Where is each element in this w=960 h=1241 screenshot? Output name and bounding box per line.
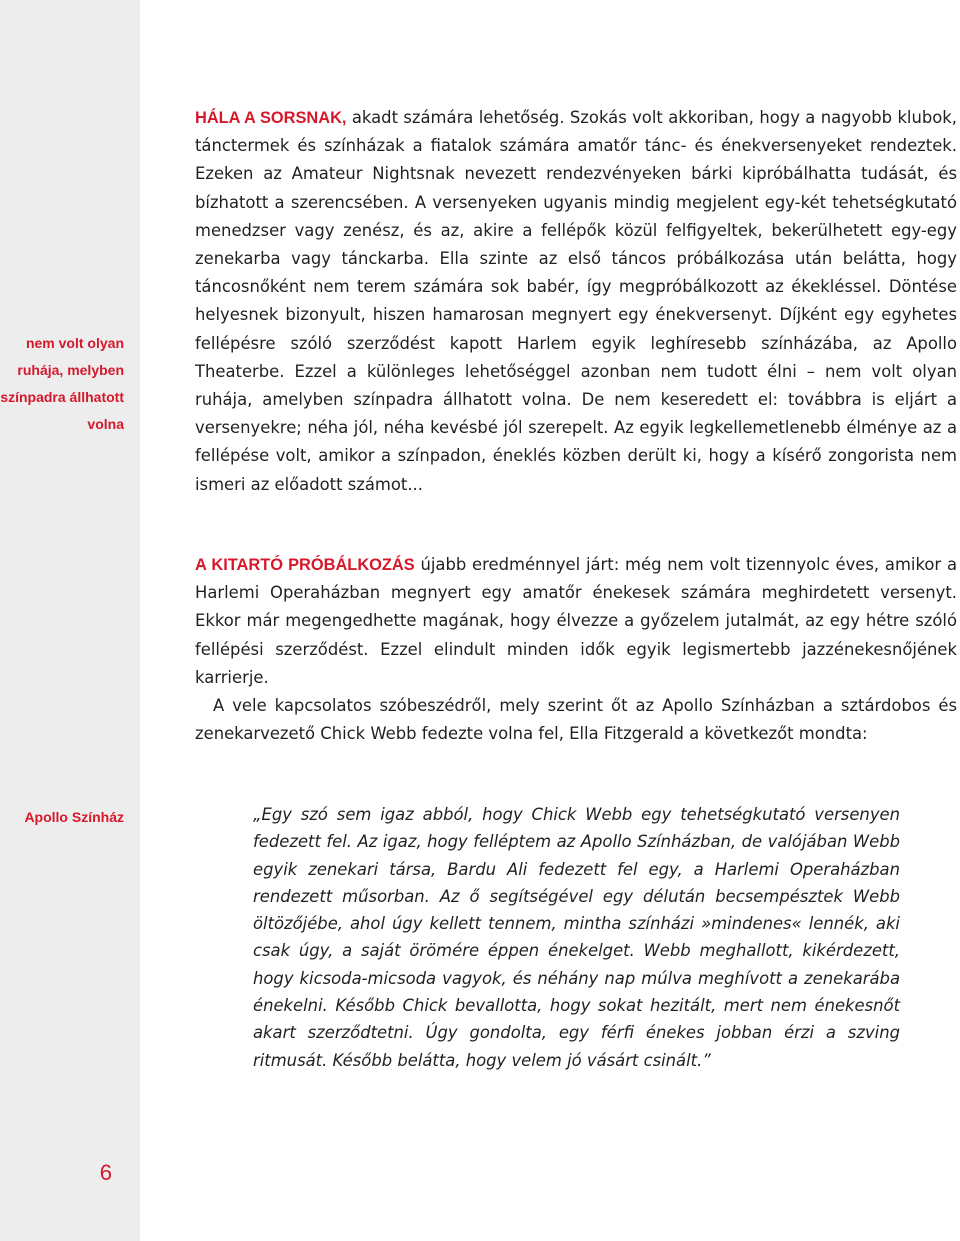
margin-column [0,0,140,1241]
section-lead: HÁLA A SORSNAK, [195,109,347,127]
margin-note-apollo: Apollo Színház [24,809,124,825]
paragraph: A vele kapcsolatos szóbeszédről, mely szerint őt az Apollo Színházban a sztárdobos és zenekarvezető Chick Webb fedezte volna fel, Ella Fitzgerald a következőt mondta: [195,696,957,744]
margin-note-line: ruhája, melyben [17,362,124,378]
paragraph-text: újabb eredménnyel járt: még nem volt tizennyolc éves, amikor a Harlemi Operaházban megnyert egy amatőr énekesek számára meghirdetett versenyt. Ekkor már megengedhette magának, hogy élvezze a győzelem jutalmát, az egy hétre szóló fellépési szerződést. Ezzel elindult minden idők egyik legismertebb jazzénekesnőjének karrierje. [195,555,957,687]
section-2 [195,551,957,748]
margin-note-line: színpadra állhatott [0,389,124,405]
section-1 [195,104,957,499]
quote-text: „Egy szó sem igaz abból, hogy Chick Webb egy tehetségkutató versenyen fedezett fel. Az igaz, hogy felléptem az Apollo Színházban, de valójában Webb egyik zenekari társa, Bardu Ali fedezett fel egy, a Harlemi Operaházban rendezett műsorban. Az ő segítségével egy délután becsempésztek Webb öltözőjébe, ahol úgy kellett tennem, mintha színházi »mindenes« lennék, aki csak úgy, a saját örömére éppen énekelget. Webb meghallott, kikérdezett, hogy kicsoda-micsoda vagyok, és néhány nap múlva meghívott a zenekarába énekelni. Később Chick bevallotta, hogy sokat hezitált, mert nem énekesnőt akart szerződtetni. Úgy gondolta, egy férfi énekes jobban érzi a szving ritmusát. Később belátta, hogy velem jó vásárt csinált.” [253,805,900,1070]
margin-note-line: volna [87,416,124,432]
margin-note-dress [0,330,124,438]
section-lead: A KITARTÓ PRÓBÁLKOZÁS [195,556,415,574]
page-number: 6 [99,1160,112,1185]
paragraph-text: akadt számára lehetőség. Szokás volt akkoriban, hogy a nagyobb klubok, tánctermek és színházak a fiatalok számára amatőr tánc- és énekversenyeket rendeztek. Ezeken az Amateur Nightsnak nevezett rendezvényeken bárki kipróbálhatta tudását, és bízhatott a szerencsében. A versenyeken ugyanis mindig megjelent egy-két tehetségkutató menedzser vagy zenész, és az, akire a fellépők közül felfigyeltek, bekerülhetett egy-egy zenekarba vagy tánckarba. Ella szinte az első táncos próbálkozása után belátta, hogy táncosnőként nem terem számára sok babér, így megpróbálkozott az ékekléssel. Döntése helyesnek bizonyult, hiszen hamarosan megnyert egy énekversenyt. Díjként egy egyhetes fellépésre szóló szerződést kapott Harlem egyik leghíresebb színházába, az Apollo Theaterbe. Ezzel a különleges lehetőséggel azonban nem tudott élni – nem volt olyan ruhája, amelyben színpadra állhatott volna. De nem keseredett el: továbbra is eljárt a versenyekre; néha jól, néha kevésbé jól szerepelt. Az egyik legkellemetlenebb élménye az a fellépése volt, amikor a színpadon, éneklés közben derült ki, hogy a kísérő zongorista nem ismeri az előadott számot... [195,108,958,494]
paragraph [195,551,957,692]
margin-note-line: nem volt olyan [25,335,124,351]
quote-block [253,801,900,1074]
paragraph [195,104,957,499]
